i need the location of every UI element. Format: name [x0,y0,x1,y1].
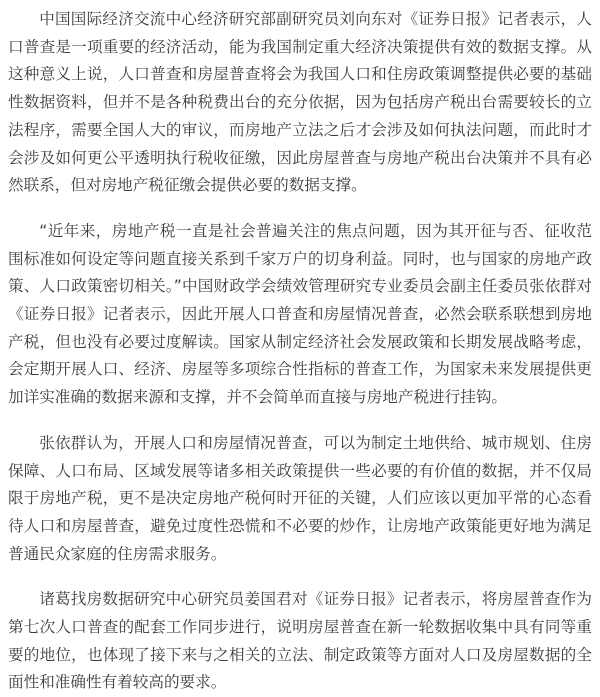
article-paragraph: “近年来，房地产税一直是社会普遍关注的焦点问题，因为其开征与否、征收范围标准如何设定等问题直接关系到千家万户的切身利益。同时，也与国家的房地产政策、人口政策密切相关。”中国财政学会绩效管理研究专业委员会副主任委员张依群对《证券日报》记者表示，因此开展人口普查和房屋情况普查，必然会联系联想到房地产税，但也没有必要过度解读。国家从制定经济社会发展政策和长期发展战略考虑，会定期开展人口、经济、房屋等多项综合性指标的普查工作，为国家未来发展提供更加详实准确的数据来源和支撑，并不会简单而直接与房地产税进行挂钩。 [8,221,592,407]
article-paragraph: 张依群认为，开展人口和房屋情况普查，可以为制定土地供给、城市规划、住房保障、人口布局、区域发展等诸多相关政策提供一些必要的有价值的数据，并不仅局限于房地产税，更不是决定房地产税何时开征的关键，人们应该以更加平常的心态看待人口和房屋普查，避免过度性恐慌和不必要的炒作，让房地产政策能更好地为满足普通民众家庭的住房需求服务。 [8,433,592,563]
article-paragraph: 中国国际经济交流中心经济研究部副研究员刘向东对《证券日报》记者表示，人口普查是一项重要的经济活动，能为我国制定重大经济决策提供有效的数据支撑。从这种意义上说，人口普查和房屋普查将会为我国人口和住房政策调整提供必要的基础性数据资料，但并不是各种税费出台的充分依据，因为包括房产税出台需要较长的立法程序，需要全国人大的审议，而房地产立法之后才会涉及如何执法问题，而此时才会涉及如何更公平透明执行税收征缴，因此房屋普查与房地产税出台决策并不具有必然联系，但对房地产税征缴会提供必要的数据支撑。 [8,10,592,195]
article-paragraph: 诸葛找房数据研究中心研究员姜国君对《证券日报》记者表示，将房屋普查作为第七次人口普查的配套工作同步进行，说明房屋普查在新一轮数据收集中具有同等重要的地位，也体现了接下来与之相关的立法、制定政策等方面对人口及房屋数据的全面性和准确性有着较高的要求。 [8,590,592,692]
